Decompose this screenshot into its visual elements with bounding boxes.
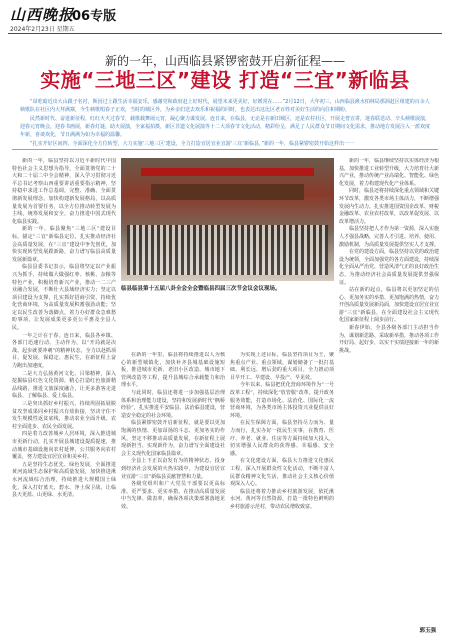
body-paragraph: 二是大力弘扬黄河文化、吕梁精神，深入挖掘临县红色文化资源，精心打造红色旅游精品线路，推进文旅深度融合，让更多游客走进临县、了解临县、爱上临县。 xyxy=(12,370,116,400)
body-paragraph: 临县还将着力推动乡村旅游发展，依托湫水河、黄河等自然资源，打造一批特色鲜明的乡村旅游示范村，带动农民增收致富。 xyxy=(230,488,334,510)
body-paragraph: 五是坚持生态优先、绿色发展，全面推进黄河流域生态保护和高质量发展，加快推进湫水河流域综合治理，持续推进大规模国土绿化，深入打好蓝天、碧水、净土保卫战，让临县天更蓝、山更绿、水更清。 xyxy=(12,461,116,499)
lead-paragraph: “扎实开好区间四，全面深化全方位转型，大力实施‘三地三区’建设，全力打造宜居宜业宜游‘三宜’新临县，”新的一年，临县紧锣密鼓开始这样出一一 xyxy=(30,141,355,147)
body-paragraph: 三是突出抓好乡村振兴，持续巩固拓展脱贫攻坚成果同乡村振兴有效衔接，坚决守住不发生规模性返贫底线，推动农业全面升级、农村全面进步、农民全面发展。 xyxy=(12,401,116,430)
body-paragraph: 与此同时，临县还将进一步加强基层治理体系和治理能力建设，坚持和发展新时代“枫桥经验”，扎实推进平安临县、法治临县建设，营造安全稳定的社会环境。 xyxy=(121,389,225,419)
body-paragraph: 一年之计在于春。连日来，临县各乡镇、各部门迅速行动、主动作为，以“开局就是决战、起步就要冲刺”的精神状态，全力以赴抓项目、促发展、保稳定、惠民生，在新征程上奋力跑出加速度。 xyxy=(12,332,116,370)
body-paragraph: 新春伊始，全县各级各部门主动担当作为，谋划新思路、采取新举措，推动各项工作开好局、起好步，以实干实绩迎接新一年的新挑战。 xyxy=(339,325,439,354)
body-paragraph: 同时，临县还将持续深化重点领域和关键环节改革，激发各类市场主体活力，不断增强发展内生动力。扎实推进国资国企改革、财税金融改革、农业农村改革，以改革促发展、以改革增活力。 xyxy=(339,188,439,225)
body-paragraph: 临县县委书记表示，临县将坚定以产业振兴为抓手，持续做大做强红枣、核桃、杂粮等特色产业，积极培育新兴产业，推动一二三产业融合发展，不断壮大县域经济实力；坚定以项目建设为支撑，扎实抓好招商引资，持续优化营商环境，为高质量发展积蓄强劲动能；坚定以民生改善为落脚点，着力办好群众急难愁盼事项，让发展成果更多更公平惠及全县人民。 xyxy=(12,264,116,332)
body-paragraph: 站在新的起点，临县将以更加坚定的信心、更加务实的举措、更加饱满的热情，奋力开创高质量发展新局面，加快建设宜居宜业宜游“三宜”新临县，在全面建设社会主义现代化国家新征程上阔步前行。 xyxy=(339,287,439,324)
body-paragraph: 临县坚持把人才作为第一资源，深入实施人才强县战略，完善人才引进、培养、使用、激励机制，为高质量发展提供坚实人才支撑。 xyxy=(339,226,439,248)
article-lead xyxy=(20,98,430,149)
body-paragraph: 新的一年，临县继续坚持以实体经济为根基，加快推进工业转型升级，大力培育壮大新兴产业，推动传统产业高端化、智能化、绿色化发展，着力构建现代化产业体系。 xyxy=(339,158,439,187)
body-column-4 xyxy=(339,158,439,622)
page-label: 06专版 xyxy=(72,9,117,24)
body-paragraph: 在党的建设方面，临县坚持以党的政治建设为统领，全面加强党的各方面建设，持续深化全面从严治党，营造风清气正的良好政治生态，为推动经济社会高质量发展提供坚强保证。 xyxy=(339,249,439,286)
body-paragraph: 全县上下正以奋发有为的精神状态，投身到经济社会发展的火热实践中，为建设宜居宜业宜游“三宜”新临县贡献智慧和力量。 xyxy=(121,458,225,480)
body-paragraph: 今年以来，临县把优化营商环境作为“一号改革工程”，持续深化“放管服”改革，提升政务服务效能，打造市场化、法治化、国际化一流营商环境，为各类市场主体投资兴业提供良好环境。 xyxy=(230,382,334,419)
article-headline: 实施“三地三区”建设 打造“三宜”新临县 xyxy=(40,68,410,92)
body-paragraph: 各级党组织和广大党员干部要以更高标准、更严要求、更实举措，在推动高质量发展中当先锋、做表率，确保各项决策部署落地见效。 xyxy=(121,481,225,510)
conference-photo xyxy=(121,158,334,281)
body-paragraph: 在民生保障方面，临县坚持尽力而为、量力而行，扎实办好一批民生实事，在教育、医疗、养老、就业、住房等方面持续加大投入，切实增强人民群众的获得感、幸福感、安全感。 xyxy=(230,420,334,457)
photo-stage xyxy=(151,184,304,200)
photo-banner xyxy=(141,168,314,176)
newspaper-logo: 山西晚报 xyxy=(10,6,75,24)
body-column-1 xyxy=(12,158,116,622)
lead-divider xyxy=(12,149,438,150)
article-subtitle: 新的一年，山西临县紧锣密鼓开启新征程—— xyxy=(104,54,345,68)
body-column-2 xyxy=(121,352,225,622)
lead-paragraph: “昂吃暗近出大山跟子名衬，斯因过上跟生活幸福安乐，感谢党和政府赶上好时代，展望未来更美好，好媛常在……”2月12日，大年初三，山西临县湫水柏林局那洞赶区组建的百余人秧歌队在社区内大拜满寨，今生秧歌唱春子正欢，当时的城区外，为乡亲们送去欢乐和祝福的同时，也表达出这比区老百姓对美好生活的向往和期盼。 xyxy=(20,99,430,113)
body-paragraph: 四是着力改善城乡人居环境，深入推进城市更新行动，扎实开展县城建设提质提速，推动城市基础设施向农村延伸、公共服务向农村覆盖，努力建设宜居宜业和美乡村。 xyxy=(12,431,116,461)
body-paragraph: 在新的一年里，临县将持续推进以人为核心的新型城镇化，加快补齐县城基础设施短板，推进城市更新、老旧小区改造、城市地下管网改造等工程，提升县城综合承载能力和治理水平。 xyxy=(121,352,225,389)
masthead xyxy=(0,0,450,36)
body-paragraph: 新的一年，临县坚持以习近平新时代中国特色社会主义思想为指导，全面贯彻党的二十大和二十届二中全会精神，深入学习贯彻习近平总书记考察山西重要讲话重要指示精神，坚持稳中求进工作总基调，完整、准确、全面贯彻新发展理念，加快构建新发展格局，以高质量发展为首要任务，以全方位推动转型发展为主线，统筹发展和安全，奋力推进中国式现代化临县实践。 xyxy=(12,158,116,225)
lead-paragraph: 民然新时代、奋进新征程，红红火火过春节，载歌载舞闹元宵，凝心聚力谋发展。连日来，在临县，无论是在新田城区，还是农村社区，开展走普宣讲，迷春联送动、辛头秧歌展演，迎春元宵晚会，迎春书画展，新春灯谜，助火展演，全家福拍摄，新区非遗文化展演等十二大项春节文化活动，精彩纷呈，满足了人民群众节日期间文化需求，推动地方发展注入一派欢度年新，喜谈欢化，节日满满为如为幸福的温馨。 xyxy=(20,116,431,138)
body-paragraph: 在文化建设方面，临县大力推进文化惠民工程，深入开展群众性文化活动，不断丰富人民群众精神文化生活，推动社会主义核心价值观深入人心。 xyxy=(230,458,334,488)
body-paragraph: 新的一年，临县聚焦“三地三区”建设目标，锚定“三宜”新临县定位，扎实推动经济社会高质量发展，在“三宜”建设中争先创优，加快实现转型发展蹚新路，奋力谱写临县高质量发展新篇章。 xyxy=(12,226,116,263)
masthead-rule xyxy=(8,33,442,34)
author-byline: 郭玉强 xyxy=(419,628,436,634)
body-column-3 xyxy=(230,352,334,622)
photo-caption: 临县临县第十五届八卦全会全会暨临县四届三次节会议会议现场。 xyxy=(121,286,281,292)
body-paragraph: 临县紧锣密鼓开启新征程，就是要以更加饱满的热情、更加昂扬的斗志、更加务实的作风，坚定不移推动高质量发展，在新征程上展现新担当、实现新作为，奋力谱写全面建设社会主义现代化国家临县篇章。 xyxy=(121,420,225,457)
body-paragraph: 为实现上述目标，临县坚持项目为王，聚焦重点产业、重点领域，谋划储备了一批打基础、利长远、增后劲的重大项目，全力推动项目早开工、早建设、早投产、早见效。 xyxy=(230,352,334,381)
photo-audience xyxy=(127,225,328,275)
issue-date: 2024年2月23日 星期五 xyxy=(10,26,75,33)
